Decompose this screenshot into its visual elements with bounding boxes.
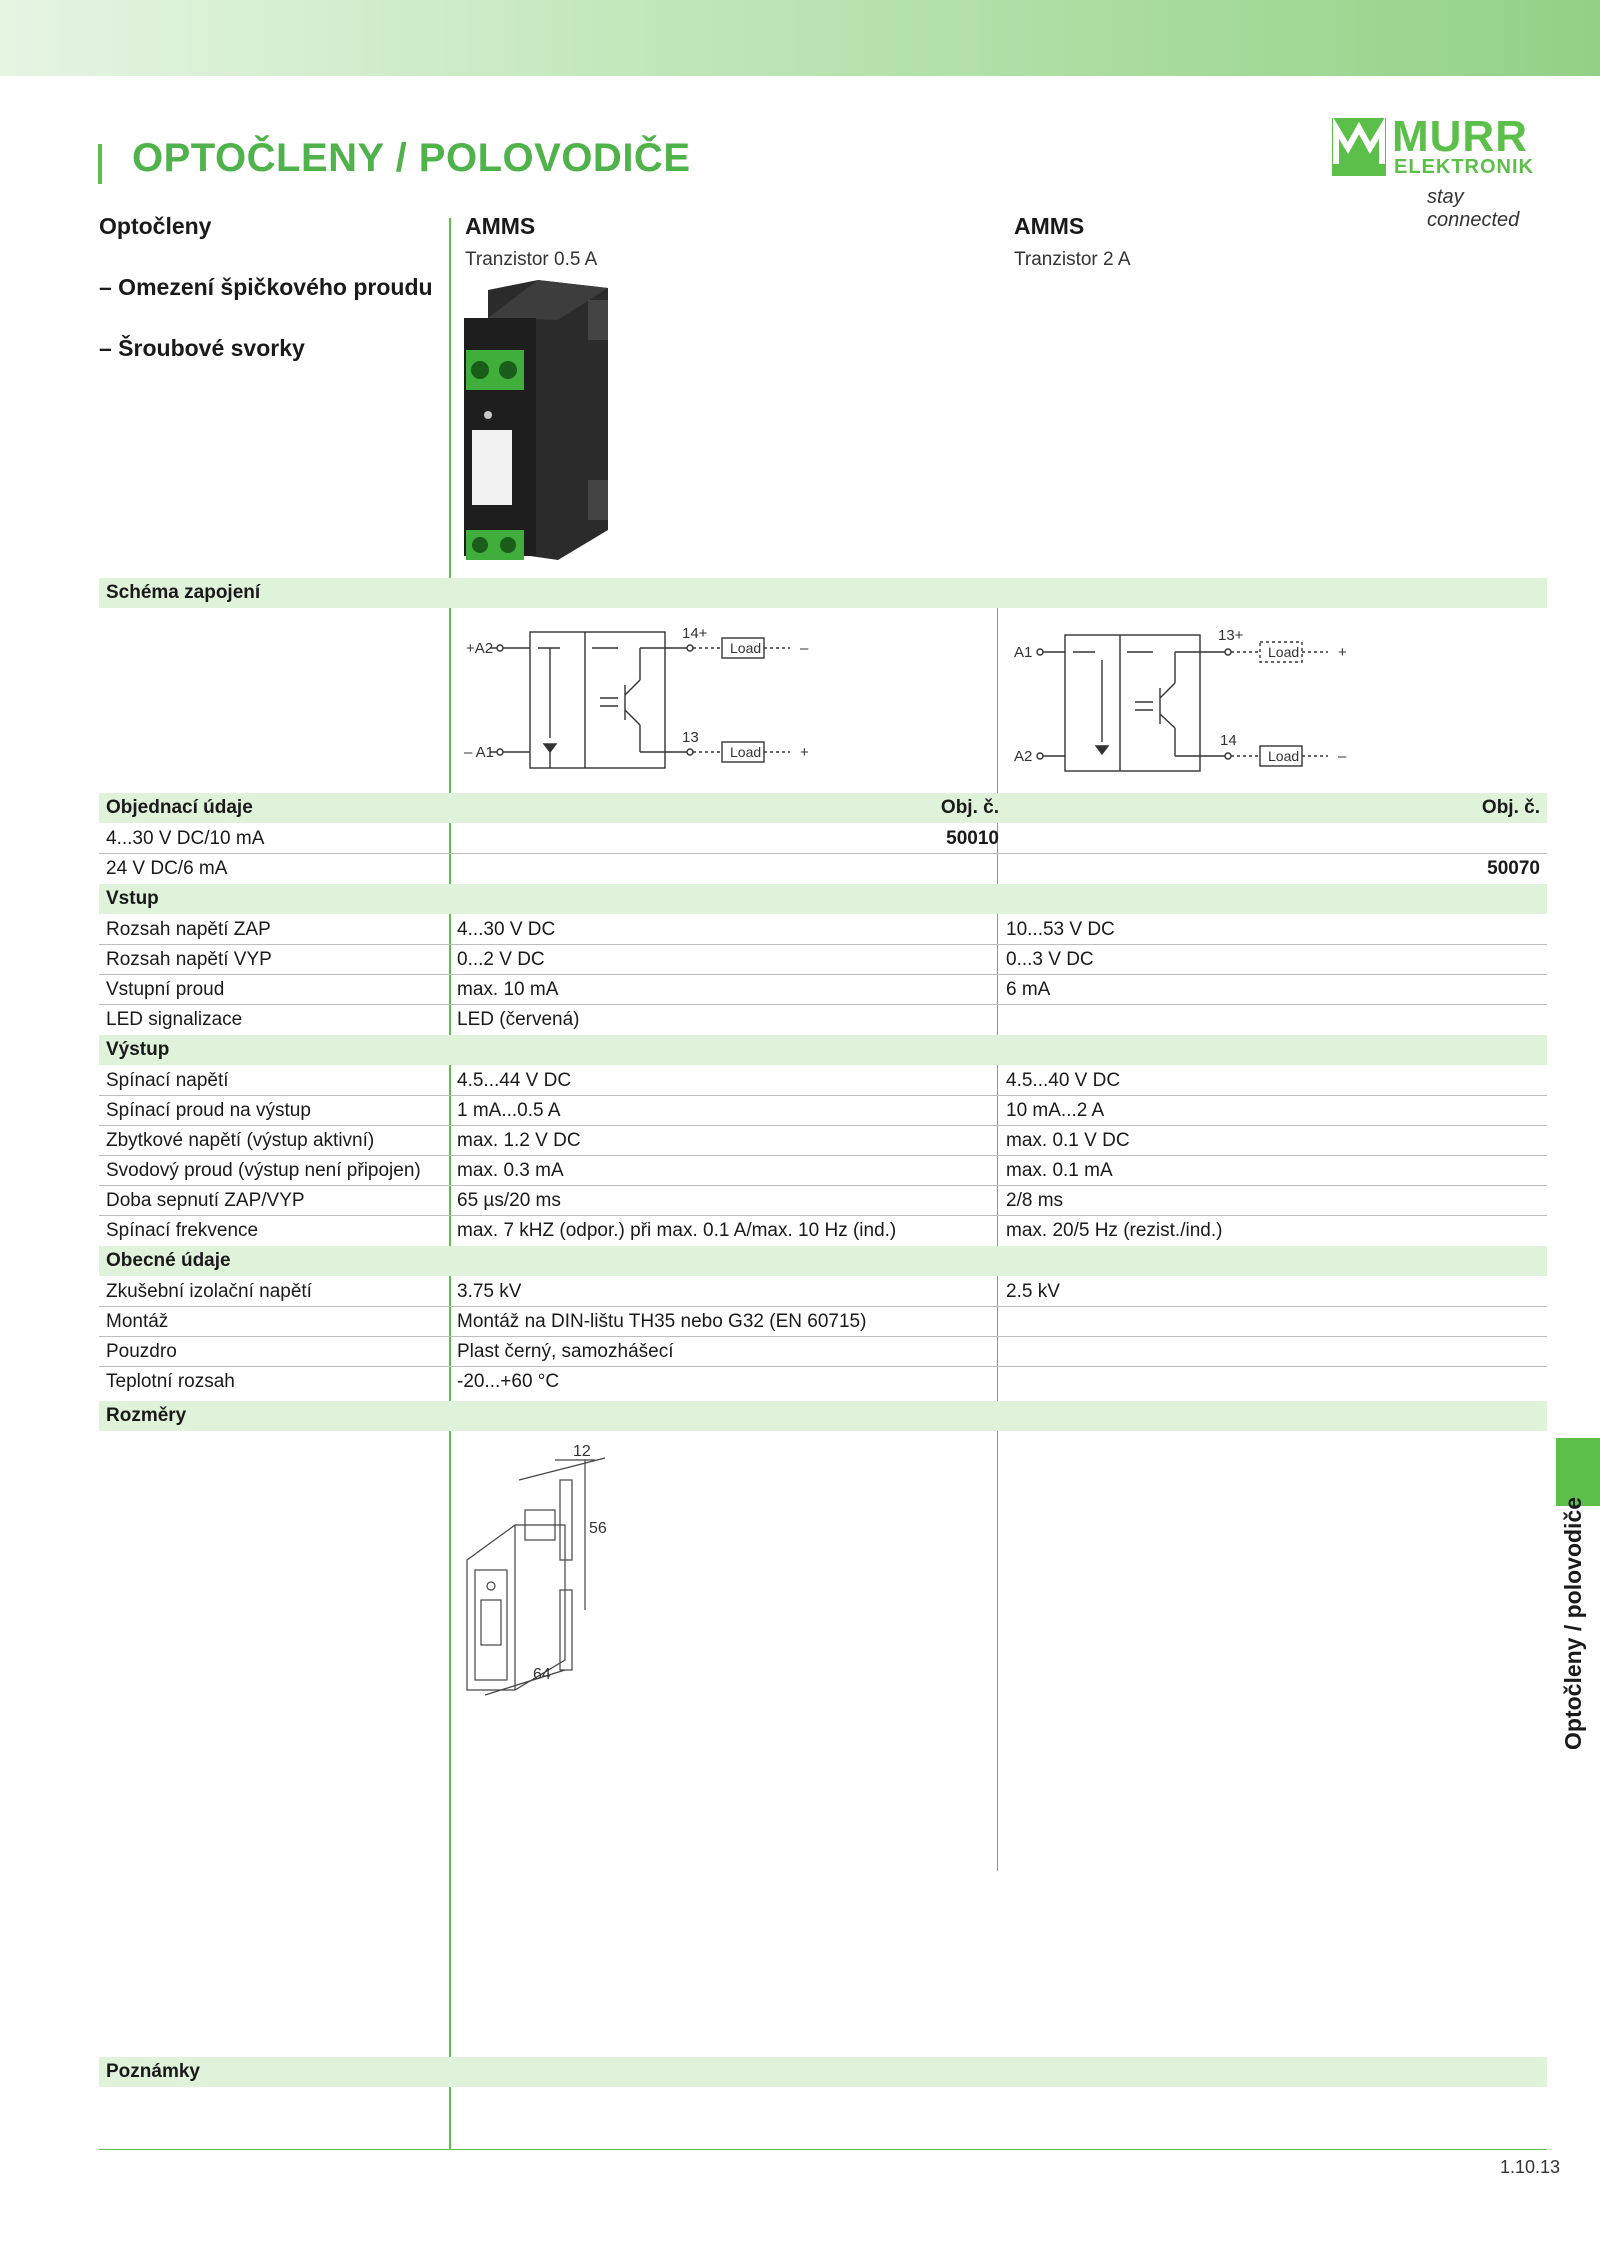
schema-right-in-bottom: A2	[1014, 748, 1033, 765]
schema-left-in-bottom: – A1	[464, 744, 495, 761]
table-row: Zbytkové napětí (výstup aktivní) max. 1.2 V DC max. 0.1 V DC	[99, 1125, 1547, 1156]
logo-tagline: stay connected	[1427, 186, 1520, 231]
section-ordering: Objednací údaje Obj. č. Obj. č.	[99, 793, 1547, 823]
side-tab-label: Optočleny / polovodiče	[1560, 1496, 1586, 1750]
logo-subtext: ELEKTRONIK	[1394, 156, 1534, 178]
schema-left-sign-top: –	[800, 640, 809, 657]
wiring-diagram-left	[460, 620, 840, 778]
product-subtitle-right: Tranzistor 2 A	[1014, 249, 1131, 270]
obj-label-right: Obj. č.	[1481, 797, 1540, 818]
schema-right-out-top: 13+	[1218, 627, 1244, 644]
table-row: Teplotní rozsah -20...+60 °C	[106, 1371, 560, 1392]
wiring-diagram-right	[1010, 620, 1390, 778]
section-schema: Schéma zapojení	[99, 578, 1547, 608]
schema-right-sign-bottom: –	[1338, 748, 1347, 765]
page-title: OPTOČLENY / POLOVODIČE	[132, 136, 691, 180]
table-row: Spínací proud na výstup 1 mA...0.5 A 10 mA...2 A	[99, 1095, 1547, 1126]
top-banner	[0, 0, 1600, 76]
murr-logo-mark-icon	[1332, 118, 1386, 176]
page-number: 1.10.13	[1500, 2157, 1561, 2177]
section-dimensions: Rozměry	[99, 1401, 1547, 1431]
product-name-right: AMMS	[1014, 213, 1085, 239]
section-output: Výstup	[99, 1035, 1547, 1065]
section-notes: Poznámky	[99, 2057, 1547, 2087]
logo-text: MURR	[1392, 112, 1528, 161]
murr-logo	[1332, 112, 1552, 231]
schema-left-out-top: 14+	[682, 625, 708, 642]
product-photo	[458, 280, 618, 565]
category-label: Optočleny	[99, 213, 212, 239]
table-row: Spínací frekvence max. 7 kHZ (odpor.) při max. 0.1 A/max. 10 Hz (ind.) max. 20/5 Hz (rezist./ind.)	[106, 1220, 1223, 1241]
schema-left-in-top: +A2	[466, 640, 494, 657]
dimension-depth: 64	[533, 1666, 551, 1683]
section-input: Vstup	[99, 884, 1547, 914]
feature-screw-terminals: – Šroubové svorky	[99, 335, 305, 361]
product-subtitle-left: Tranzistor 0.5 A	[465, 249, 598, 270]
product-name-left: AMMS	[465, 213, 536, 239]
table-row: Svodový proud (výstup není připojen) max. 0.3 mA max. 0.1 mA	[99, 1155, 1547, 1186]
table-row: 24 V DC/6 mA 50070	[106, 858, 1540, 879]
feature-peak-current: – Omezení špičkového proudu	[99, 274, 433, 300]
table-row: Rozsah napětí ZAP 4...30 V DC 10...53 V DC	[99, 914, 1547, 945]
schema-right-load-top: Load	[1268, 644, 1300, 660]
footer-line	[99, 2149, 1547, 2150]
schema-left-load-bottom: Load	[730, 744, 762, 760]
table-row: 4...30 V DC/10 mA 50010	[99, 823, 1547, 854]
table-row: LED signalizace LED (červená)	[106, 1009, 580, 1030]
schema-right-load-bottom: Load	[1268, 748, 1300, 764]
dimension-drawing	[455, 1440, 635, 1715]
table-row: Rozsah napětí VYP 0...2 V DC 0...3 V DC	[99, 944, 1547, 975]
table-row: Zkušební izolační napětí 3.75 kV 2.5 kV	[99, 1276, 1547, 1307]
dimension-height: 56	[589, 1520, 607, 1537]
schema-right-out-bottom: 14	[1220, 732, 1237, 749]
table-row: Montáž Montáž na DIN-lištu TH35 nebo G32 (EN 60715)	[99, 1306, 1547, 1337]
dimension-width: 12	[573, 1443, 591, 1460]
schema-right-in-top: A1	[1014, 644, 1033, 661]
schema-left-sign-bottom: +	[800, 744, 809, 761]
schema-right-sign-top: +	[1338, 644, 1347, 661]
schema-left-load-top: Load	[730, 640, 762, 656]
section-general: Obecné údaje	[99, 1246, 1547, 1276]
side-tab-marker	[1556, 1438, 1600, 1506]
table-row: Spínací napětí 4.5...44 V DC 4.5...40 V DC	[99, 1065, 1547, 1096]
obj-label-left: Obj. č.	[940, 797, 999, 818]
title-accent-bar	[98, 144, 102, 184]
table-row: Pouzdro Plast černý, samozhášecí	[99, 1336, 1547, 1367]
table-row: Doba sepnutí ZAP/VYP 65 µs/20 ms 2/8 ms	[99, 1185, 1547, 1216]
table-row: Vstupní proud max. 10 mA 6 mA	[99, 974, 1547, 1005]
schema-left-out-bottom: 13	[682, 729, 699, 746]
